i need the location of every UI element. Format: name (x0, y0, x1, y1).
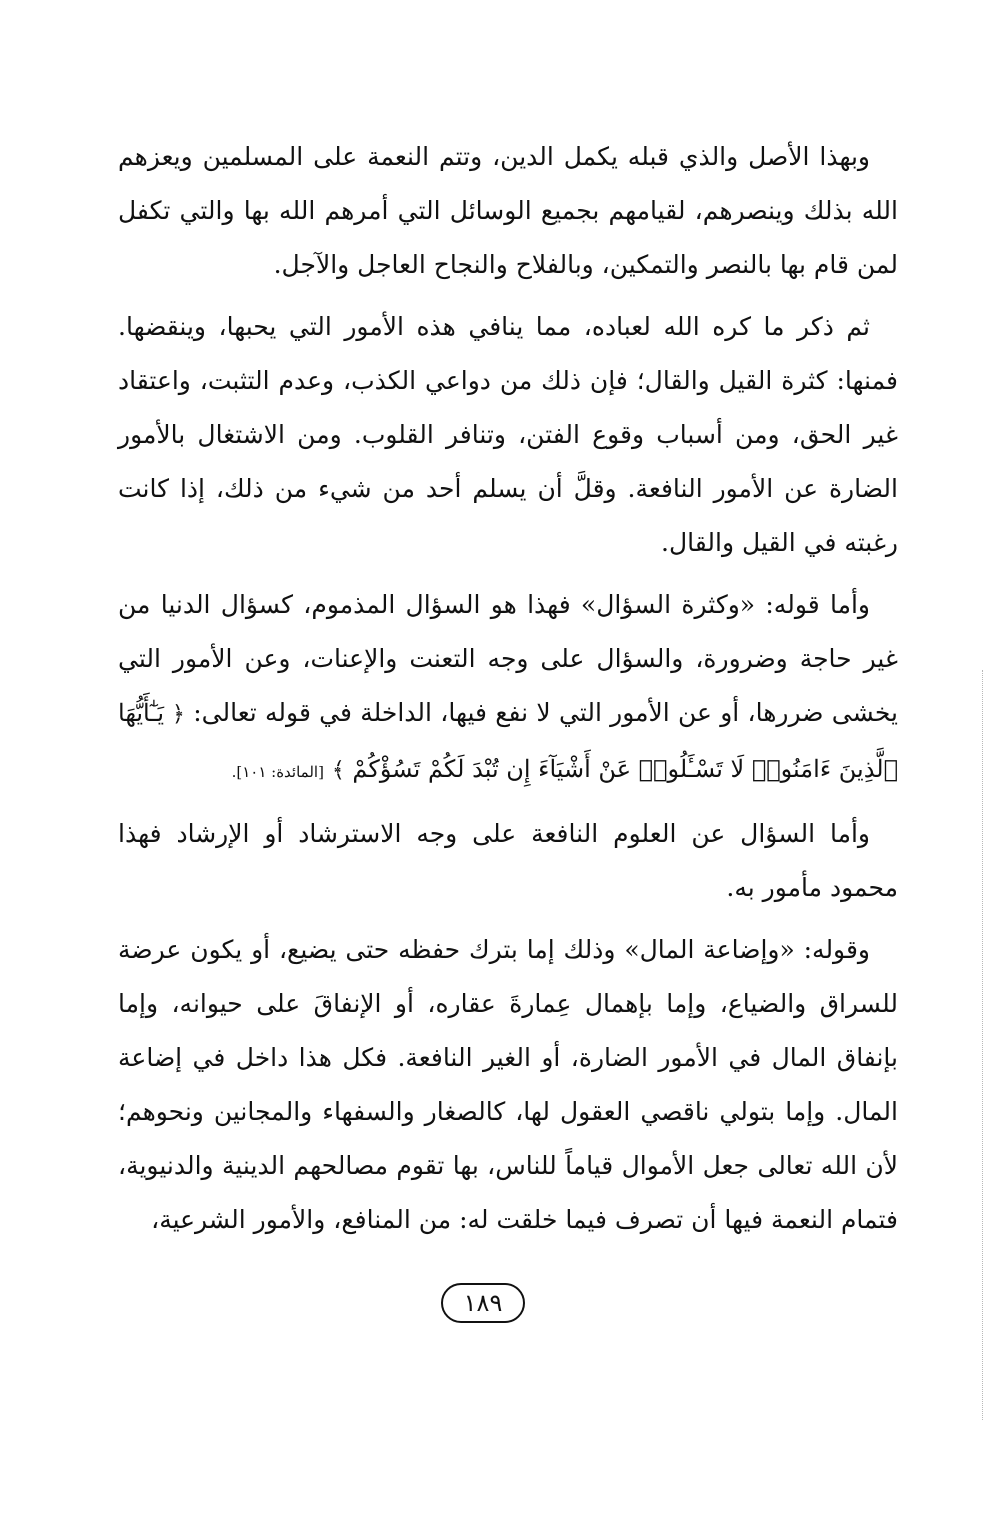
quran-open-bracket: ﴿ (172, 702, 185, 727)
page-number-badge (441, 1283, 525, 1323)
scan-edge-line (982, 670, 983, 1420)
paragraph-3-text: وأما قوله: «وكثرة السؤال» فهذا هو السؤال المذموم، كسؤال الدنيا من غير حاجة وضرورة، والسؤال على وجه التعنت والإعنات، وعن الأمور التي يخشى ضررها، أو عن الأمور التي لا نفع فيها، الداخلة في قوله تعالى: (118, 590, 898, 727)
body-text (118, 130, 898, 1255)
paragraph-4: وأما السؤال عن العلوم النافعة على وجه الاسترشاد أو الإرشاد فهذا محمود مأمور به. (118, 819, 898, 902)
paragraph-2: ثم ذكر ما كره الله لعباده، مما ينافي هذه الأمور التي يحبها، وينقضها. فمنها: كثرة القيل والقال؛ فإن ذلك من دواعي الكذب، وعدم التثبت، واعتقاد غير الحق، ومن أسباب وقوع الفتن، وتنافر القلوب. ومن الاشتغال بالأمور الضارة عن الأمور النافعة. وقلَّ أن يسلم أحد من شيء من ذلك، إذا كانت رغبته في القيل والقال. (118, 312, 898, 557)
quran-reference: [المائدة: ١٠١]. (231, 763, 324, 781)
paragraph-5: وقوله: «وإضاعة المال» وذلك إما بترك حفظه حتى يضيع، أو يكون عرضة للسراق والضياع، وإما بإهمال عِمارةَ عقاره، أو الإنفاقَ على حيوانه، وإما بإنفاق المال في الأمور الضارة، أو الغير النافعة. فكل هذا داخل في إضاعة المال. وإما بتولي ناقصي العقول لها، كالصغار والسفهاء والمجانين ونحوهم؛ لأن الله تعالى جعل الأموال قياماً للناس، بها تقوم مصالحهم الدينية والدنيوية، فتمام النعمة فيها أن تصرف فيما خلقت له: من المنافع، والأمور الشرعية، (118, 935, 898, 1234)
paragraph-1: وبهذا الأصل والذي قبله يكمل الدين، وتتم النعمة على المسلمين ويعزهم الله بذلك وينصرهم، لقيامهم بجميع الوسائل التي أمرهم الله بها والتي تكفل لمن قام بها بالنصر والتمكين، وبالفلاح والنجاح العاجل والآجل. (118, 142, 898, 279)
page-number: ١٨٩ (463, 1289, 503, 1317)
quran-verse-text: يَـٰٓأَيُّهَا ٱلَّذِينَ ءَامَنُوا۟ لَا تَسْـَٔلُوا۟ عَنْ أَشْيَآءَ إِن تُبْدَ لَكُمْ تَسُؤْكُمْ (118, 699, 898, 783)
paragraph-3 (118, 578, 898, 799)
quran-close-bracket: ﴾ (331, 758, 345, 783)
